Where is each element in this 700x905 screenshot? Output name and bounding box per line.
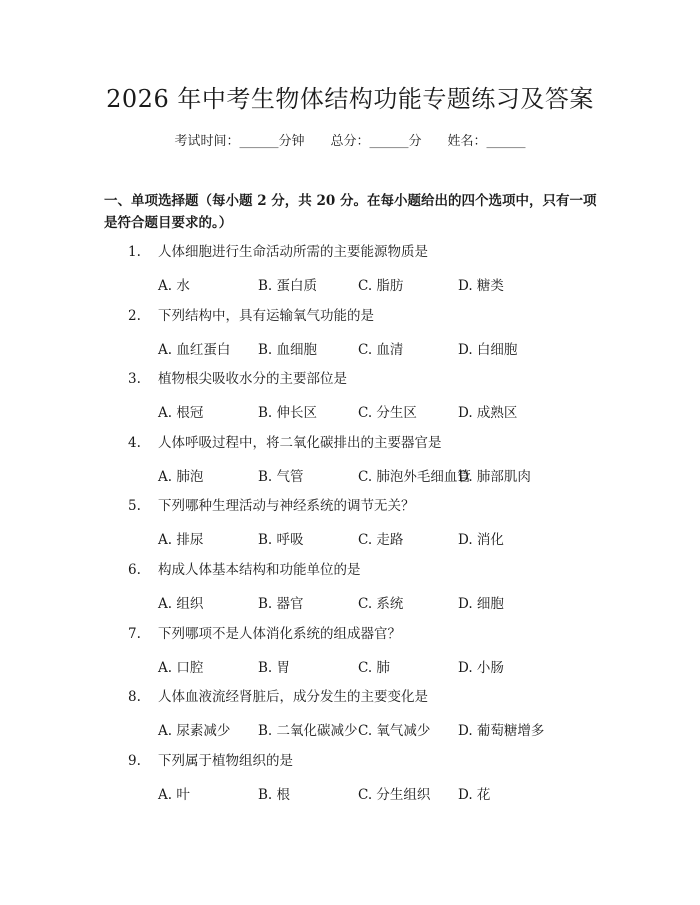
- option-a: A. 组织: [158, 595, 204, 612]
- question-item: [128, 624, 608, 688]
- question-number: 7.: [128, 625, 141, 642]
- question-text: 下列哪项不是人体消化系统的组成器官？: [158, 625, 401, 642]
- question-stem: [128, 433, 442, 453]
- question-number: 5.: [128, 498, 141, 515]
- question-text: 人体呼吸过程中，将二氧化碳排出的主要器官是: [158, 434, 442, 451]
- question-text: 人体血液流经肾脏后，成分发生的主要变化是: [158, 689, 428, 706]
- question-text: 下列结构中，具有运输氧气功能的是: [158, 307, 374, 324]
- question-stem: [128, 751, 293, 771]
- exam-time-field: [174, 132, 304, 152]
- question-options: [158, 340, 608, 360]
- question-item: [128, 433, 608, 497]
- question-stem: [128, 306, 374, 326]
- question-item: [128, 687, 608, 751]
- question-number: 9.: [128, 752, 141, 769]
- option-a: A. 叶: [158, 786, 190, 803]
- option-c: C. 分生区: [358, 405, 417, 422]
- question-number: 3.: [128, 371, 141, 388]
- question-options: [158, 785, 608, 805]
- question-number: 1.: [128, 244, 141, 260]
- option-c: C. 系统: [358, 595, 404, 612]
- question-number: 2.: [128, 307, 141, 324]
- question-stem: [128, 496, 415, 516]
- option-a: A. 口腔: [158, 659, 204, 676]
- total-score-label: 总分：: [330, 134, 370, 149]
- question-text: 下列哪种生理活动与神经系统的调节无关？: [158, 498, 415, 515]
- question-options: [158, 276, 608, 296]
- option-b: B. 伸长区: [258, 405, 318, 422]
- option-a: A. 肺泡: [158, 468, 204, 485]
- option-b: B. 二氧化碳减少: [258, 723, 358, 740]
- option-b: B. 器官: [258, 595, 304, 612]
- option-d: D. 小肠: [458, 659, 504, 676]
- question-stem: [128, 560, 361, 580]
- question-item: [128, 306, 608, 370]
- option-c: C. 肺: [358, 659, 390, 676]
- question-text: 植物根尖吸收水分的主要部位是: [158, 371, 347, 388]
- option-c: C. 走路: [358, 532, 404, 549]
- option-a: A. 血红蛋白: [158, 341, 231, 358]
- option-c: C. 脂肪: [358, 278, 404, 294]
- question-options: [158, 721, 608, 741]
- section-heading-single-choice: 一、单项选择题（每小题 2 分，共 20 分。在每小题给出的四个选项中，只有一项是符合题目要求的。）: [104, 193, 597, 231]
- question-options: [158, 467, 608, 487]
- exam-time-unit: 分钟: [278, 134, 305, 149]
- question-stem: [128, 687, 428, 707]
- question-text: 人体细胞进行生命活动所需的主要能源物质是: [158, 244, 428, 260]
- question-stem: [128, 242, 428, 262]
- option-b: B. 胃: [258, 659, 291, 676]
- question-text: 下列属于植物组织的是: [158, 752, 293, 769]
- question-item: [128, 496, 608, 560]
- question-stem: [128, 369, 347, 389]
- option-d: D. 消化: [458, 532, 504, 549]
- question-number: 6.: [128, 561, 141, 578]
- student-name-field: [448, 132, 526, 152]
- question-options: [158, 658, 608, 678]
- option-b: B. 呼吸: [258, 532, 304, 549]
- option-c: C. 分生组织: [358, 786, 431, 803]
- question-text: 构成人体基本结构和功能单位的是: [158, 561, 361, 578]
- option-a: A. 排尿: [158, 532, 204, 549]
- option-d: D. 葡萄糖增多: [458, 723, 545, 740]
- option-d: D. 肺部肌肉: [458, 468, 531, 485]
- exam-time-label: 考试时间：: [174, 134, 240, 149]
- option-d: D. 白细胞: [458, 341, 518, 358]
- question-options: [158, 530, 608, 550]
- question-item: [128, 242, 608, 306]
- question-options: [158, 403, 608, 423]
- total-score-blank: ______: [369, 134, 409, 149]
- option-b: B. 血细胞: [258, 341, 318, 358]
- student-name-blank: ______: [486, 134, 526, 149]
- option-a: A. 尿素减少: [158, 723, 231, 740]
- exam-time-blank: ______: [239, 134, 279, 149]
- question-item: [128, 560, 608, 624]
- student-name-label: 姓名：: [447, 134, 487, 149]
- total-score-unit: 分: [408, 134, 422, 149]
- option-a: A. 水: [158, 278, 190, 294]
- option-c: C. 肺泡外毛细血管: [358, 468, 471, 485]
- question-item: [128, 751, 608, 815]
- question-list: [128, 242, 608, 814]
- option-a: A. 根冠: [158, 405, 204, 422]
- option-d: D. 细胞: [458, 595, 504, 612]
- option-d: D. 糖类: [458, 278, 504, 294]
- question-item: [128, 369, 608, 433]
- option-d: D. 花: [458, 786, 491, 803]
- document-title: 2026 年中考生物体结构功能专题练习及答案: [106, 85, 594, 113]
- total-score-field: [330, 132, 421, 152]
- exam-info-bar: [0, 132, 700, 152]
- option-c: C. 氧气减少: [358, 723, 431, 740]
- option-b: B. 根: [258, 786, 291, 803]
- question-number: 4.: [128, 434, 141, 451]
- question-stem: [128, 624, 401, 644]
- option-b: B. 气管: [258, 468, 304, 485]
- question-options: [158, 594, 608, 614]
- question-number: 8.: [128, 689, 141, 706]
- option-d: D. 成熟区: [458, 405, 518, 422]
- option-b: B. 蛋白质: [258, 278, 318, 294]
- option-c: C. 血清: [358, 341, 404, 358]
